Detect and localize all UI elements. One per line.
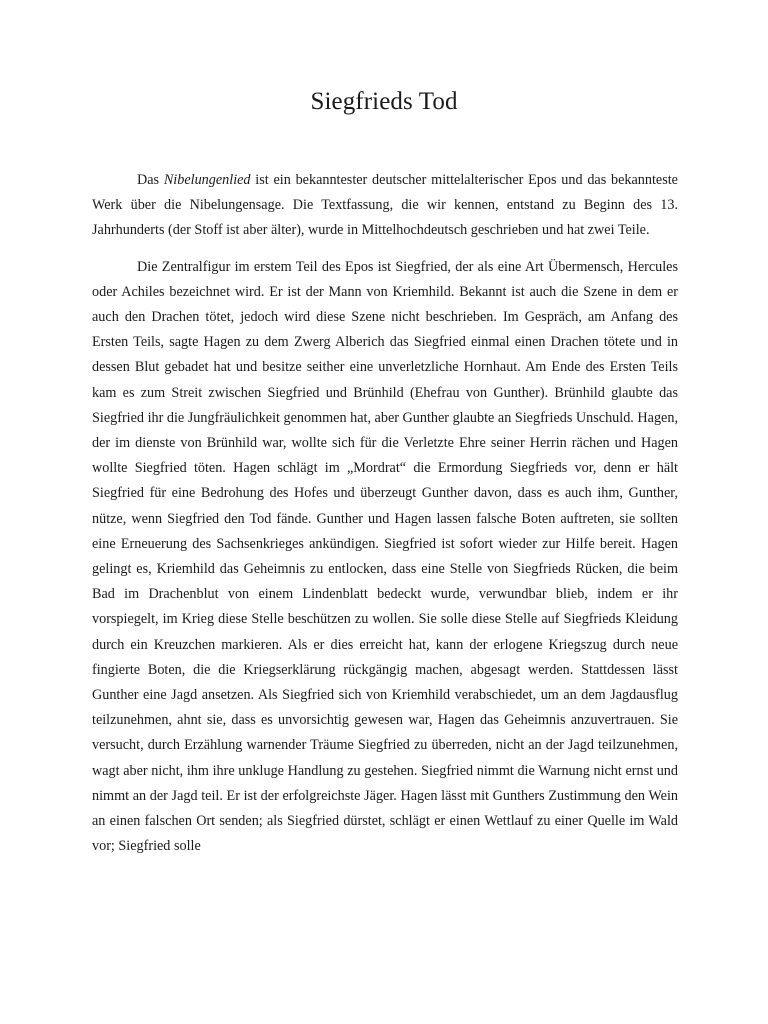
paragraph-intro [92,168,678,244]
paragraph-intro-start: Das [137,172,164,188]
page-title: Siegfrieds Tod [310,88,458,115]
paragraph-intro-rest: ist ein bekanntester deutscher mittelalterischer Epos und das bekannteste Werk über die Nibelungensage. Die Textfassung, die wir kennen, entstand zu Beginn des 13. Jahrhunderts (der Stoff ist aber älter), wurde in Mittelhochdeutsch geschrieben und hat zwei Teile. [92,172,678,239]
document-body [92,168,678,870]
italic-work-title: Nibelungenlied [163,172,251,188]
paragraph-main: Die Zentralfigur im erstem Teil des Epos ist Siegfried, der als eine Art Übermensch, Hercules oder Achiles bezeichnet wird. Er ist der Mann von Kriemhild. Bekannt ist auch die Szene in dem er auch den Drachen tötet, jedoch wird diese Szene nicht beschrieben. Im Gespräch, am Anfang des Ersten Teils, sagte Hagen zu dem Zwerg Alberich das Siegfried einmal einen Drachen tötete und in dessen Blut gebadet hat und besitze seither eine unverletzliche Hornhaut. Am Ende des Ersten Teils kam es zum Streit zwischen Siegfried und Brünhild (Ehefrau von Gunther). Brünhild glaubte das Siegfried ihr die Jungfräulichkeit genommen hat, aber Gunther glaubte an Siegfrieds Unschuld. Hagen, der im dienste von Brünhild war, wollte sich für die Verletzte Ehre seiner Herrin rächen und Hagen wollte Siegfried töten. Hagen schlägt im „Mordrat“ die Ermordung Siegfrieds vor, denn er hält Siegfried für eine Bedrohung des Hofes und überzeugt Gunther davon, dass es auch ihm, Gunther, nütze, wenn Siegfried den Tod fände. Gunther und Hagen lassen falsche Boten auftreten, sie sollten eine Erneuerung des Sachsenkrieges ankündigen. Siegfried ist sofort wieder zur Hilfe bereit. Hagen gelingt es, Kriemhild das Geheimnis zu entlocken, dass eine Stelle von Siegfrieds Rücken, die beim Bad im Drachenblut von einem Lindenblatt bedeckt wurde, verwundbar blieb, indem er ihr vorspiegelt, im Krieg diese Stelle beschützen zu wollen. Sie solle diese Stelle auf Siegfrieds Kleidung durch ein Kreuzchen markieren. Als er dies erreicht hat, kann der erlogene Kriegszug durch neue fingierte Boten, die die Kriegserklärung rückgängig machen, abgesagt werden. Stattdessen lässt Gunther eine Jagd ansetzen. Als Siegfried sich von Kriemhild verabschiedet, um an dem Jagdausflug teilzunehmen, ahnt sie, dass es unvorsichtig gewesen war, Hagen das Geheimnis anzuvertrauen. Sie versucht, durch Erzählung warnender Träume Siegfried zu überreden, nicht an der Jagd teilzunehmen, wagt aber nicht, ihm ihre unkluge Handlung zu gestehen. Siegfried nimmt die Warnung nicht ernst und nimmt an der Jagd teil. Er ist der erfolgreichste Jäger. Hagen lässt mit Gunthers Zustimmung den Wein an einen falschen Ort senden; als Siegfried dürstet, schlägt er einen Wettlauf zu einer Quelle im Wald vor; Siegfried solle [92,258,678,855]
